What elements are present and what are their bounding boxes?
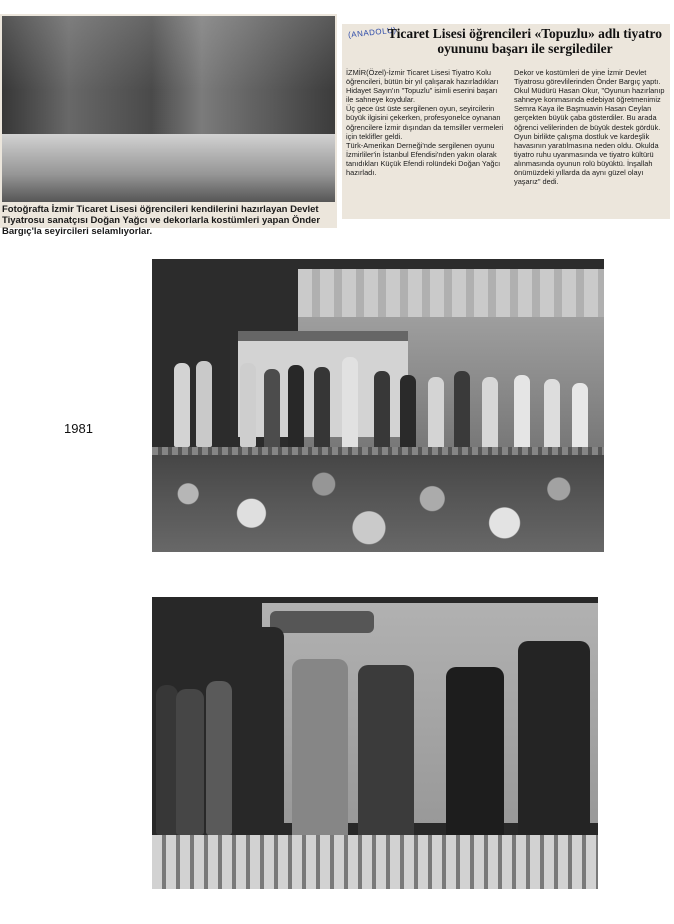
article-column-2: Dekor ve kostümleri de yine İzmir Devlet Tiyatrosu görevlilerinden Önder Bargıç yaptı. Okul Müdürü Hasan Okur, "Oyunun hazırlanıp sahneye konmasında edebiyat öğretmenimiz Semra Kaya ile Başmuavin Hasan Ceylan gerçekten büyük çaba gösterdiler. Bu arada öğrenci velilerinden de büyük destek gördük. Oyun birlikte çalışma dostluk ve kardeşlik havasının yaratılmasına neden oldu. Okulda tiyatro ruhu uyanmasında ve tiyatro kültürü alınmasında oyunun rolü büyüktü. İnşallah önümüzdeki yıllarda da aynı güzel olayı yaşarız" dedi.: [514, 68, 665, 187]
stage-log-prop: [270, 611, 374, 633]
actor: [232, 627, 284, 857]
performer: [196, 361, 212, 447]
actor: [176, 689, 204, 835]
article-headline: Ticaret Lisesi öğrencileri «Topuzlu» adlı tiyatro oyununu başarı ile sergilediler: [387, 26, 663, 56]
clipping-photo-caption: Fotoğrafta İzmir Ticaret Lisesi öğrencileri kendilerini hazırlayan Devlet Tiyatrosu sanatçısı Doğan Yağcı ve dekorlarla kostümleri yapan Önder Bargıç'la seyircileri selamlıyorlar.: [2, 204, 321, 237]
performer: [218, 359, 234, 447]
performer: [400, 375, 416, 449]
stage-scene-photo: [152, 597, 598, 889]
performer: [454, 371, 470, 449]
clipping-stage-photo: [2, 16, 335, 202]
curtain-call-photo: [152, 259, 604, 552]
newspaper-stamp: (ANADOLU): [347, 25, 397, 40]
performer: [174, 363, 190, 447]
performer: [374, 371, 390, 449]
performer: [544, 379, 560, 449]
stage-floor: [2, 134, 335, 202]
performer: [342, 357, 358, 449]
performer: [314, 367, 330, 449]
performer: [428, 377, 444, 449]
performer: [482, 377, 498, 449]
right-newspaper-clipping: [342, 24, 670, 219]
performer: [288, 365, 304, 449]
performer: [240, 363, 256, 447]
actor: [206, 681, 232, 835]
actor: [292, 659, 348, 855]
article-column-1: İZMİR(Özel)-İzmir Ticaret Lisesi Tiyatro Kolu öğrencileri, bütün bir yıl çalışarak hazırladıkları Hidayet Sayın'ın "Topuzlu" isimli eserini başarı ile sahneye koydular. Üç gece üst üste sergilenen oyun, seyircilerin büyük ilgisini çekerken, profesyonelce oynanan öğrencilere İzmir dışından da temsiller vermeleri için teklifler geldi. Türk-Amerikan Derneği'nde sergilenen oyunu İzmirliler'in İstanbul Efendisi'nden yakın olarak tanıdıkları Küçük Efendi rolündeki Doğan Yağcı hazırladı.: [346, 68, 504, 178]
left-newspaper-clipping: [0, 14, 337, 237]
performer: [572, 383, 588, 449]
stage-curtain: [298, 269, 604, 321]
stage-floor-carpet: [152, 835, 598, 889]
audience: [152, 455, 604, 552]
actor: [156, 685, 178, 835]
performer: [514, 375, 530, 449]
year-label: 1981: [64, 421, 93, 436]
performer: [264, 369, 280, 449]
